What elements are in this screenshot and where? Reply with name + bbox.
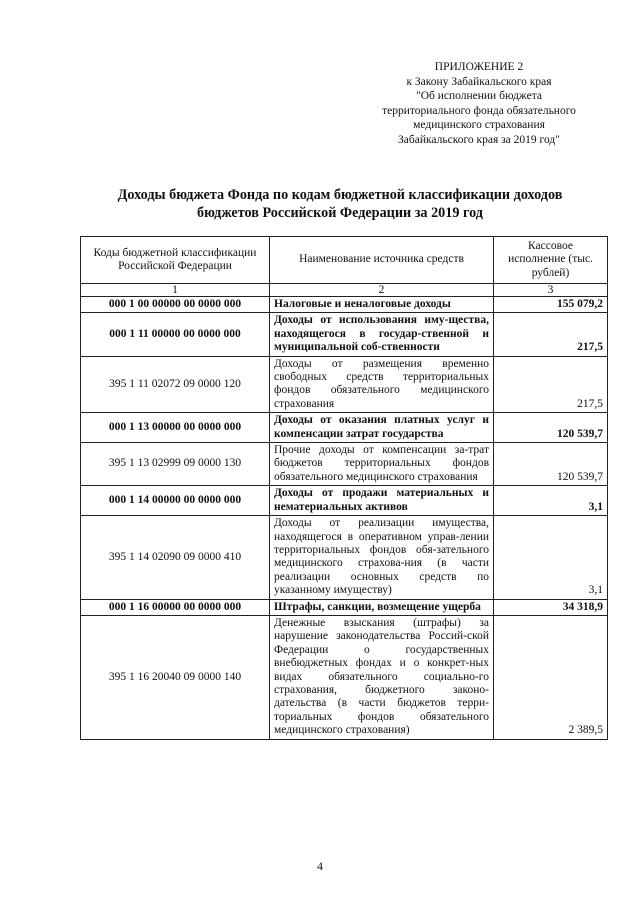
table-header-row [81, 237, 608, 284]
column-number-1: 1 [81, 284, 270, 297]
amount-cell: 120 539,7 [494, 443, 608, 486]
budget-code-cell: 395 1 13 02999 09 0000 130 [81, 443, 270, 486]
amount-cell: 155 079,2 [494, 297, 608, 313]
source-name-cell: Штрафы, санкции, возмещение ущерба [270, 599, 494, 615]
budget-code-cell: 000 1 00 00000 00 0000 000 [81, 297, 270, 313]
budget-code-cell: 000 1 16 00000 00 0000 000 [81, 599, 270, 615]
table-row [81, 356, 608, 413]
source-name-cell: Налоговые и неналоговые доходы [270, 297, 494, 313]
amount-cell: 120 539,7 [494, 413, 608, 443]
table-row [81, 516, 608, 599]
amount-cell: 3,1 [494, 516, 608, 599]
amount-cell: 2 389,5 [494, 615, 608, 739]
amount-cell: 3,1 [494, 486, 608, 516]
amount-cell: 217,5 [494, 356, 608, 413]
source-name-cell: Доходы от размещения временно свободных средств территориальных фондов обязательного медицинского страхования [270, 356, 494, 413]
header-amount: Кассовое исполнение (тыс. рублей) [494, 237, 608, 284]
budget-code-cell: 395 1 11 02072 09 0000 120 [81, 356, 270, 413]
table-row [81, 313, 608, 356]
appendix-line: "Об исполнении бюджета [416, 90, 542, 103]
document-title [40, 186, 640, 222]
appendix-line: к Закону Забайкальского края [406, 75, 552, 88]
source-name-cell: Доходы от продажи материальных и нематериальных активов [270, 486, 494, 516]
table-body [81, 284, 608, 740]
table-row [81, 599, 608, 615]
document-title-line-1: Доходы бюджета Фонда по кодам бюджетной классификации доходов [117, 187, 563, 203]
budget-code-cell: 395 1 14 02090 09 0000 410 [81, 516, 270, 599]
budget-code-cell: 000 1 11 00000 00 0000 000 [81, 313, 270, 356]
appendix-header [340, 60, 618, 148]
source-name-cell: Прочие доходы от компенсации за-трат бюджетов территориальных фондов обязательного медицинского страхования [270, 443, 494, 486]
table-row [81, 443, 608, 486]
appendix-line: территориального фонда обязательного [382, 104, 576, 117]
document-title-line-2: бюджетов Российской Федерации за 2019 год [197, 205, 483, 221]
table-row [81, 486, 608, 516]
table-row [81, 413, 608, 443]
header-code: Коды бюджетной классификации Российской Федерации [81, 237, 270, 284]
column-number-row [81, 284, 608, 297]
appendix-line: Забайкальского края за 2019 год" [398, 133, 560, 146]
revenue-table [80, 236, 608, 740]
amount-cell: 217,5 [494, 313, 608, 356]
source-name-cell: Доходы от использования иму-щества, находящегося в государ-ственной и муниципальной соб-ственности [270, 313, 494, 356]
source-name-cell: Доходы от реализации имущества, находящегося в оперативном управ-лении территориальных фондов обя-зательного медицинского страхова-ния (в части реализации основных средств по указанному имуществу) [270, 516, 494, 599]
appendix-line: медицинского страхования [413, 119, 545, 132]
table-row [81, 297, 608, 313]
page-number: 4 [317, 859, 323, 873]
column-number-2: 2 [270, 284, 494, 297]
amount-cell: 34 318,9 [494, 599, 608, 615]
header-name: Наименование источника средств [270, 237, 494, 284]
budget-code-cell: 000 1 14 00000 00 0000 000 [81, 486, 270, 516]
source-name-cell: Доходы от оказания платных услуг и компенсации затрат государства [270, 413, 494, 443]
source-name-cell: Денежные взыскания (штрафы) за нарушение законодательства Россий-ской Федерации о государственных внебюджетных фондах и о конкрет-ных видах обязательного социально-го страхования, бюджетного законо-дательства (в части бюджетов терри-ториальных фондов обязательного медицинского страхования) [270, 615, 494, 739]
column-number-3: 3 [494, 284, 608, 297]
budget-code-cell: 000 1 13 00000 00 0000 000 [81, 413, 270, 443]
budget-code-cell: 395 1 16 20040 09 0000 140 [81, 615, 270, 739]
table-row [81, 615, 608, 739]
appendix-line: ПРИЛОЖЕНИЕ 2 [434, 61, 524, 73]
